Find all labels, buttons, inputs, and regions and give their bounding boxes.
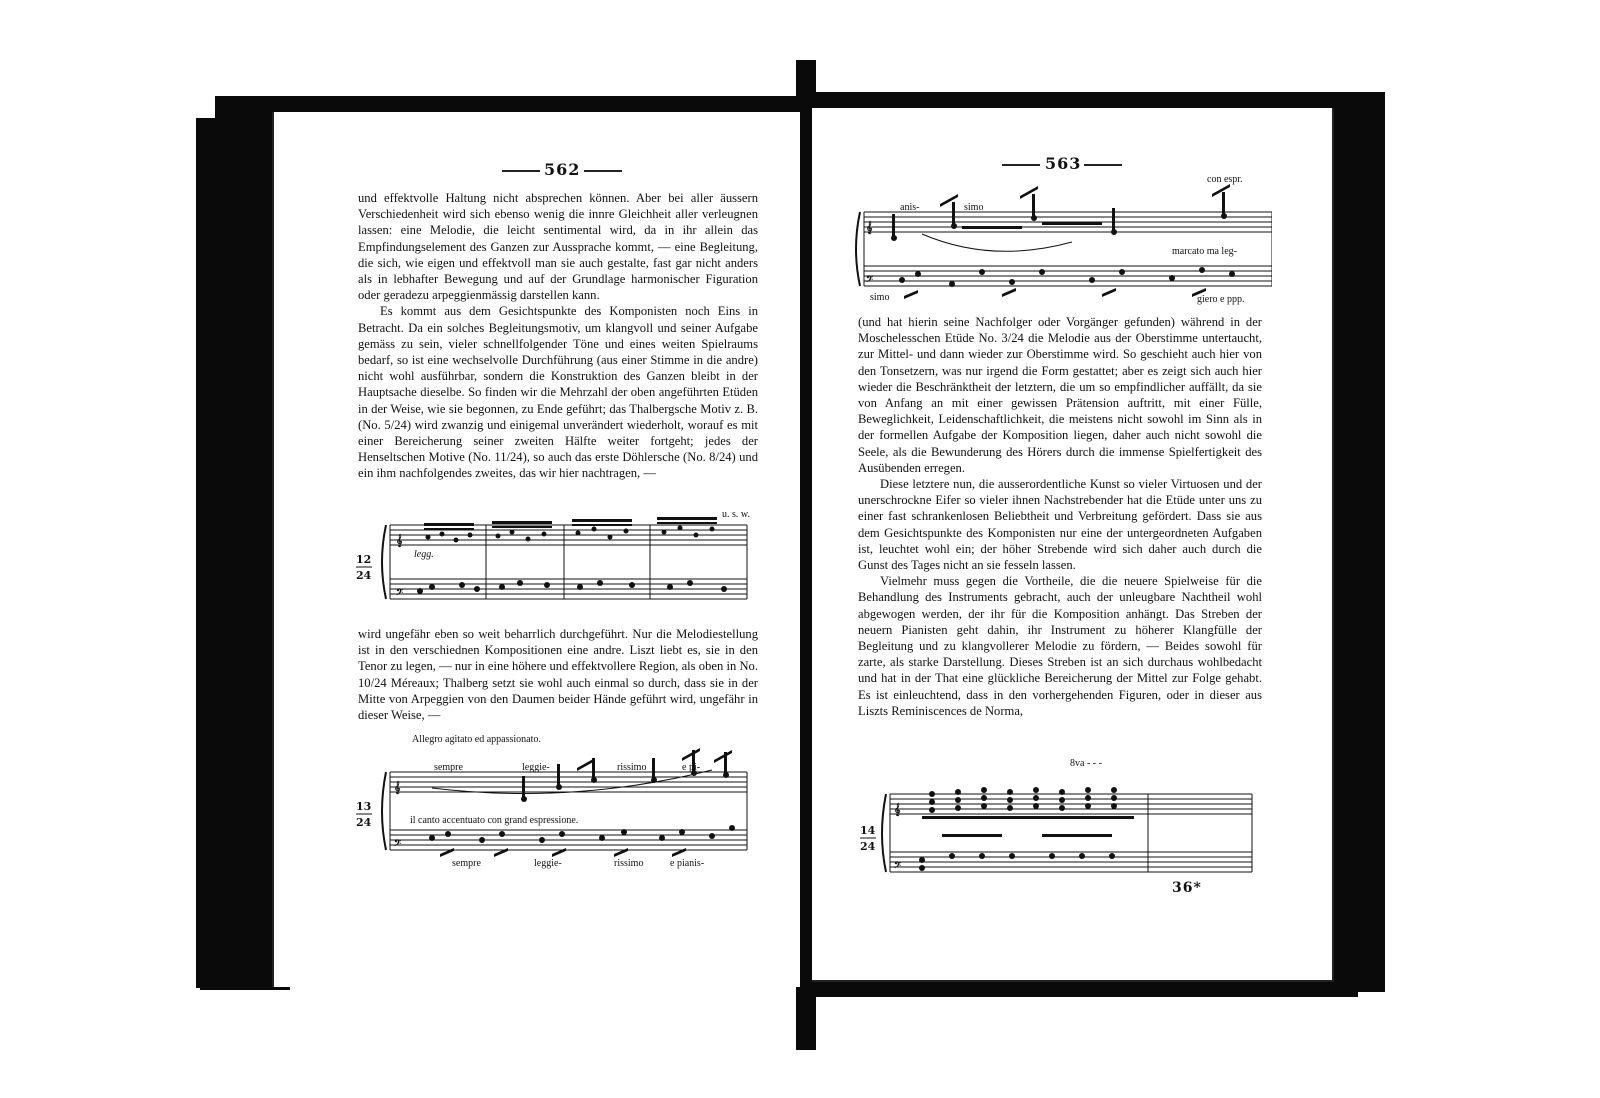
barlines [890,794,1252,872]
marking-marcato: marcato ma leg- [1172,246,1237,257]
word-simo: simo [964,202,984,213]
word-anis: anis- [900,202,920,213]
page-number: 562 [544,160,581,179]
page-number-dash-right [1084,164,1122,166]
system-bracket [382,525,386,599]
example-denominator: 24 [356,569,372,582]
marking-con-espr: con espr. [1207,174,1243,185]
text-block-2 [358,626,758,723]
example-denominator: 24 [356,816,372,829]
right-page [812,108,1334,982]
left-page [272,112,800,987]
system-bracket [856,212,860,286]
paragraph: Es kommt aus dem Gesichtspunkte des Komponisten noch Eins in Betracht. Da ein solches Begleitungsmotiv, um klangvoll und seiner Aufgabe gemäss zu sein, vieler schnellfolgender Töne und eines weiten Spielraums bedarf, so ist eine wechselvolle Durchführung (aus einer Stimme in die andre) nicht wohl ausführbar, sondern die Konstruktion des Ganzen bleibt in der Hauptsache dieselbe. So finden wir die Mehrzahl der oben angeführten Etüden in der Weise, wie sie begonnen, zu Ende geführt; das Thalbergsche Motiv z. B. (No. 5/24) wird zwanzig und einigemal unverändert wiederholt, worauf es mit einer Bereicherung seiner zweiten Hälfte weiter fortgeht; jedes der Henseltschen Motive (No. 11/24), so auch das erste Döhlersche (No. 8/24) und ein ihm nachfolgendes zweites, das wir hier nachtragen, — [358,304,758,481]
example-denominator: 24 [860,840,876,853]
example-number: 12 [356,553,372,566]
continuation-usw: u. s. w. [722,509,750,520]
book-cover-left-edge [196,118,276,988]
page-number-dash-left [502,170,540,172]
page-number-dash-right [584,170,622,172]
lower-word: leggie- [534,858,562,869]
note-clusters-upper [521,748,732,802]
system-bracket [882,794,886,872]
note-clusters-lower [417,580,727,594]
signature-mark: 36* [1172,880,1202,896]
note-clusters-lower [899,267,1235,299]
upper-word: sempre [434,762,463,773]
clef-treble-glyph: 𝄞 [394,781,401,794]
upper-word: leggie- [522,762,550,773]
middle-instruction: il canto accentuato con grand espressione. [410,815,579,826]
marking-giero: giero e ppp. [1197,294,1245,305]
clef-treble-glyph: 𝄞 [866,221,873,234]
staff-lower [890,852,1252,872]
page-number-dash-left [1002,164,1040,166]
system-bracket [382,772,386,850]
text-block-1 [858,314,1262,719]
clef-bass-glyph: 𝄢 [396,587,404,600]
clef-treble-glyph: 𝄞 [396,534,403,547]
upper-word: rissimo [617,762,647,773]
staff-upper [890,794,1252,814]
music-example-top [852,174,1272,309]
dynamic-legg: legg. [414,549,434,560]
clef-bass-glyph: 𝄢 [866,274,874,287]
example-number: 13 [356,800,372,813]
ottava-marking: 8va - - - [1070,758,1102,769]
example-number: 14 [860,824,876,837]
upper-word: e pi- [682,762,701,773]
paragraph: wird ungefähr eben so weit beharrlich durchgeführt. Nur die Melodiestellung ist in den verschiednen Kompositionen eine andre. Liszt liebt es, sie in den Tenor zu legen, — nur in eine höhere und effektvollere Region, als oben in No. 10/24 Méreaux; Thalberg setzt sie wohl auch einmal so durch, dass sie in der Mitte von Arpeggien von den Daumen beider Hände geführt wird, ungefähr in dieser Weise, — [358,627,758,723]
clef-bass-glyph: 𝄢 [394,838,402,851]
barlines [390,525,747,599]
staff-lower [390,830,747,850]
clef-bass-glyph: 𝄢 [894,860,902,873]
paragraph: Diese letztere nun, die ausserordentliche Kunst so vieler Virtuosen und der unerschrockne Eifer so vieler ihnen Nachstrebender hat die Etüde unter uns zu einer fast schrankenlosen Beliebtheit und Verbreitung gefördert. Dass sie aus dem Gesichtspunkte des Komponisten nur eine der untergeordneten Aufgaben ist, leuchtet wohl ein; der höher Strebende wird sich daher auch durch die Gunst des Tages nicht an sie fesseln lassen. [858,477,1262,573]
barlines [390,772,747,850]
music-example-13 [352,730,772,880]
paragraph: und effektvolle Haltung nicht absprechen können. Aber bei aller äussern Verschiedenheit wird sich ebenso wenig die innre Gleichheit aller verleugnen lassen: eine Melodie, die leicht sentimental wird, da in ihr allein das Empfindungselement des Ganzen zur Aussprache kommt, — eine Begleitung, die sich, wie eigen und effektvoll man sie auch gestalte, fast gar nicht anders als in lebhafter Bewegung und auf der Grundlage harmonischer Figuration oder geradezu arpeggienmässig darstellen kann. [358,191,758,303]
staff-lower [864,266,1272,286]
paragraph: (und hat hierin seine Nachfolger oder Vorgänger gefunden) während in der Moschelesschen Etüde No. 3/24 die Melodie aus der Oberstimme untertaucht, zur Mittel- und dann wieder zur Oberstimme wird. So geschieht auch hier von den Tonsetzern, was nur irgend die Form gestattet; aber es zeigt sich auch hier wieder die Beschränktheit der letztern, die um so empfindlicher auffällt, da sie von Anfang an mit einer gewissen Prätension auftritt, mit einer Fülle, Beweglichkeit, Leidenschaftlichkeit, die meistens nicht sowohl im Sinn als in der formellen Aufgabe der Komposition liegen, daher auch nicht sowohl die Seele, als die Bewunderung des Hörers durch die immense Spielfertigkeit des Ausübenden erregen. [858,315,1262,475]
text-block-1 [358,190,758,482]
lower-word: sempre [452,858,481,869]
music-example-14 [852,756,1272,891]
clef-treble-glyph: 𝄞 [894,803,901,816]
page-number: 563 [1045,154,1082,173]
word-simo-lower: simo [870,292,890,303]
paragraph: Vielmehr muss gegen die Vortheile, die die neuere Spielweise für die Behandlung des Instruments gebracht, auch der unleugbare Nachtheil wohl abgewogen werden, der ihr für die Komposition anhängt. Das Streben der neuern Pianisten geht dahin, ihr Instrument zu höherer Klangfülle der Begleitung und zu klangvollerer Melodie zu fördern, — Beides sowohl für zarte, als starke Darstellung. Dieses Streben ist an sich durchaus wohlbedacht und hat in der That eine glückliche Bereicherung der Mittel zur Folge gehabt. Es ist einleuchtend, dass in den vorhergehenden Figuren, oder in dieser aus Liszts Reminiscences de Norma, [858,574,1262,718]
book-cover-right-edge [1330,92,1385,992]
tempo-marking: Allegro agitato ed appassionato. [412,734,541,745]
lower-word: e pianis- [670,858,705,869]
slur [922,234,1072,251]
lower-word: rissimo [614,858,644,869]
music-example-12 [352,507,772,617]
staff-lower [390,579,747,599]
